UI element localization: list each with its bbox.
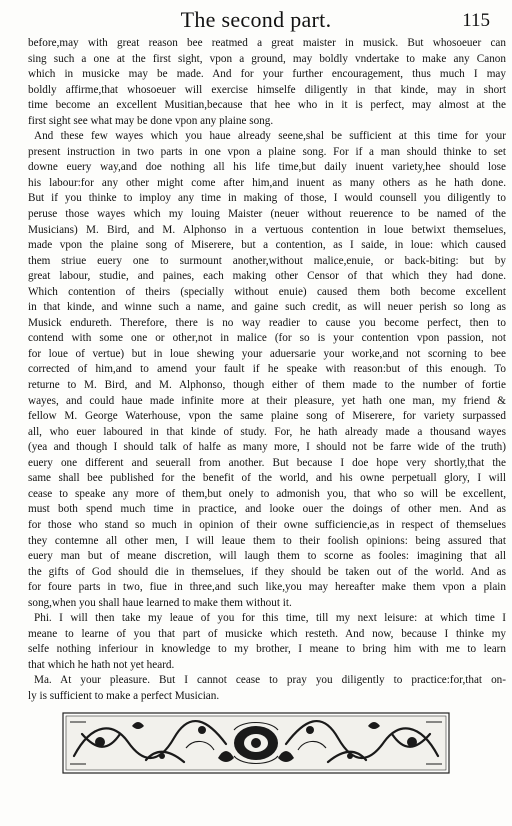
text-line: And these few wayes which you haue already seene,shal be sufficient at this time for your xyxy=(34,130,506,143)
text-line: same shall bee published for the benefit of the world, and his owne perpetuall glory, I will xyxy=(28,472,506,485)
text-line: corrected of him,and to amend your fault if he speake with reason:but of this enough. To xyxy=(28,363,506,376)
text-line: for loue of vertue) but in loue shewing your aduersarie your worke,and not scorning to bee xyxy=(28,347,506,360)
text-line: great labour, studie, and paines, each making other Censor of that which they had done. xyxy=(28,270,506,283)
text-line: which in musicke may be made. And for your further encouragement, thus much I may xyxy=(28,68,506,81)
text-line: contend with some one or other,not in malice (for so is your contention vpon passion, not xyxy=(28,332,506,345)
text-line: (yea and though I should talk of halfe as many more, I should not be farre wide of the truth) xyxy=(28,441,506,454)
text-line: returne to M. Bird, and M. Alphonso, though either of them made to the number of fortie xyxy=(28,379,506,392)
text-line: present instruction in two parts in one vpon a plaine song. For if a man should thinke to set xyxy=(28,145,506,158)
text-line: all, who euer laboured in that kinde of study. For, he hath already made a thousand wayes xyxy=(28,425,506,438)
text-line: peruse those wayes which my louing Maister (neuer without reuerence to be named of the xyxy=(28,208,506,221)
text-line: made vpon the plaine song of Miserere, but a contention, as I saide, in loue: which caused xyxy=(28,239,506,252)
text-line: for those who stand so much in opinion of their owne sufficiencie,as in respect of themselues xyxy=(28,518,506,531)
text-line: sing such a one at the first sight, vpon a ground, may boldly vndertake to make any Canon xyxy=(28,52,506,65)
text-line: euery one different and seuerall from another. But because I doe hope very shortly,that the xyxy=(28,456,506,469)
text-line: Musick endureth. Therefore, there is no way readier to cause you become perfect, then to xyxy=(28,316,506,329)
text-line: euery man but of meane discretion, will laugh them to scorne as fooles: imagining that all xyxy=(28,550,506,563)
text-line: in that kinde, and winne such a name, and gaine such credit, as will neuer perish so long as xyxy=(28,301,506,314)
decorative-tailpiece-ornament xyxy=(62,712,450,774)
text-line: But if you thinke to imploy any time in making of those, I would counsell you diligently to xyxy=(28,192,506,205)
running-title: The second part. xyxy=(180,7,332,32)
text-line: wayes, and could haue made infinite more at their pleasure, yet hath one man, my friend & xyxy=(28,394,506,407)
text-line: the gifts of God should die in themselues, if they should be taken out of the world. And as xyxy=(28,565,506,578)
text-line: his labour:for any other might come after him,and inuent as many others as he hath done. xyxy=(28,176,506,189)
text-line: cease to speake any more of them,but onely to admonish you, that who so will be excellent, xyxy=(28,487,506,500)
text-line: downe euery way,and doe nothing all his life time,but daily inuent variety,hee should lose xyxy=(28,161,506,174)
text-line: selfe nothing inferiour in knowledge to my brother, I meane to bring him with me to learn xyxy=(28,643,506,656)
text-line: Ma. At your pleasure. But I cannot cease to pray you diligently to practice:for,that on- xyxy=(34,674,506,687)
text-line: that which he hath not yet heard. xyxy=(28,658,175,671)
text-line: time become an excellent Musitian,because that hee who in it is perfect, may almost at the xyxy=(28,99,506,112)
text-line: for foure parts in two, fiue in three,and such like,you may hereafter make them vpon a plain xyxy=(28,581,506,594)
text-line: they contemne all other men, I will leaue them to their foolish opinions: being assured that xyxy=(28,534,506,547)
text-line: ly is sufficient to make a perfect Musician. xyxy=(28,689,220,702)
text-line: Phi. I will then take my leaue of you for this time, till my next leisure: at which time I xyxy=(34,612,506,625)
text-line: Which contention of theirs (specially without enuie) caused them both become excellent xyxy=(28,285,506,298)
page-number: 115 xyxy=(462,10,490,31)
text-line: boldly affirme,that whosoeuer will exercise himselfe diligently in that kinde, may in short xyxy=(28,83,506,96)
text-line: before,may with great reason bee reatmed a great maister in musick. But whosoeuer can xyxy=(28,37,506,49)
text-line: must both spend much time in practice, and looke ouer the doings of other men. And as xyxy=(28,503,506,516)
text-line: meane to learne of you that part of musicke which resteth. And now, because I thinke my xyxy=(28,627,506,640)
text-line: song,when you shall haue learned to make them without it. xyxy=(28,596,292,609)
page-header xyxy=(0,6,512,34)
text-line: fellow M. George Waterhouse, vpon the same plaine song of Miserere, for variety surpassed xyxy=(28,410,506,423)
text-line: Musicians) M. Bird, and M. Alphonso in a vertuous contention in loue betwixt themselues, xyxy=(28,223,506,236)
body-text xyxy=(28,36,506,705)
text-line: first sight see what may be done vpon any plaine song. xyxy=(28,114,274,127)
text-line: them striue euery one to surmount another,without malice,enuie, or back-biting: but by xyxy=(28,254,506,267)
